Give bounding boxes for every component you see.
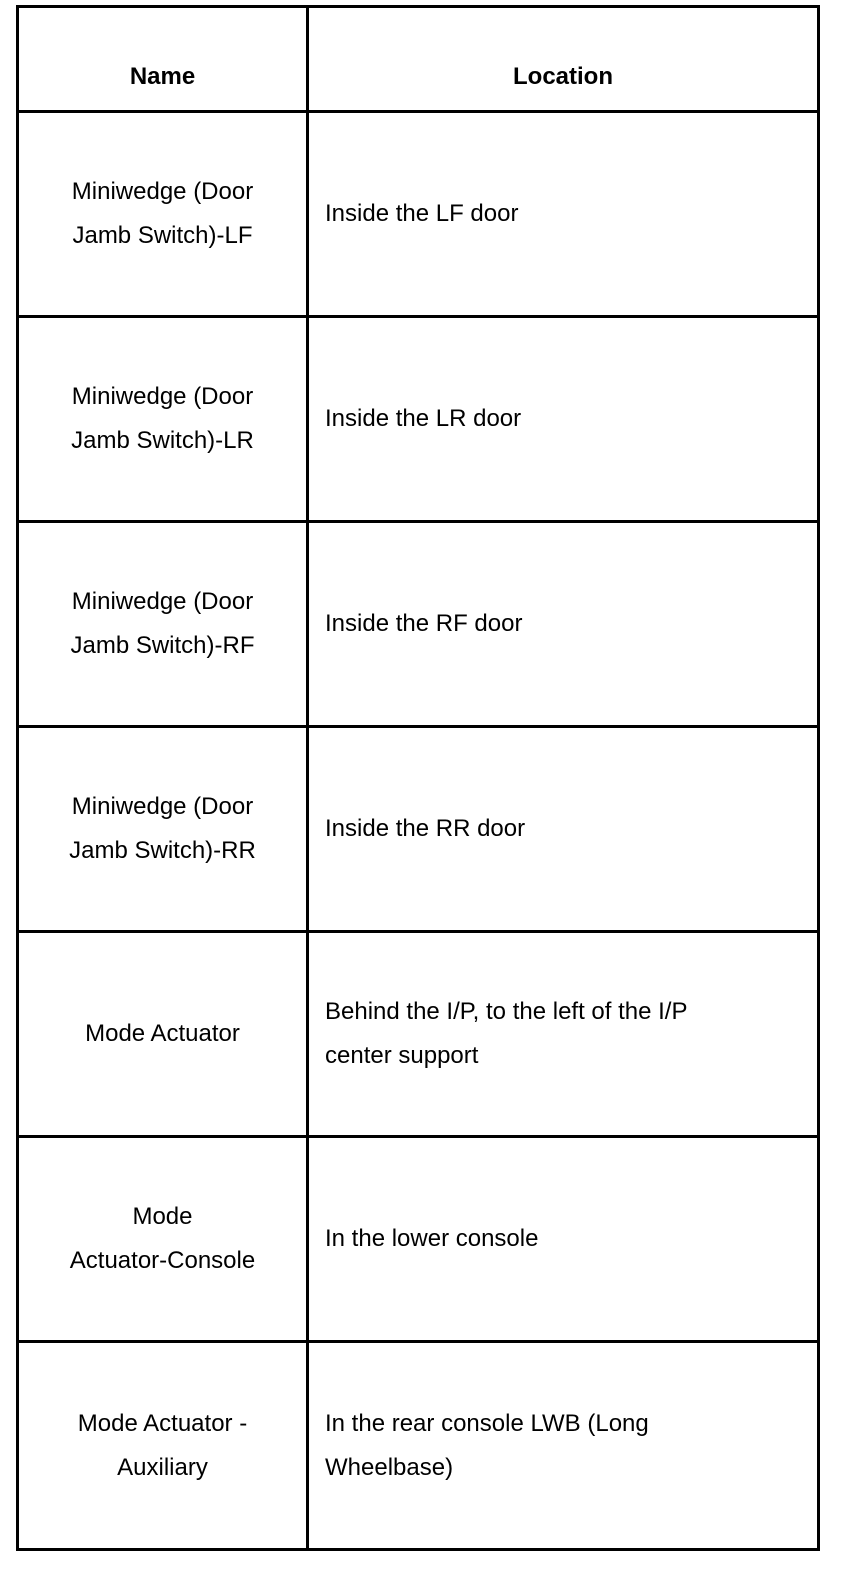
row-6-location-line-1: In the lower console	[325, 1225, 539, 1252]
row-5-location-cell	[309, 933, 817, 1138]
row-7-name-line-2: Auxiliary	[117, 1453, 208, 1481]
row-3-location-cell	[309, 523, 817, 728]
header-name-label: Name	[129, 63, 196, 90]
row-5-location-line-2: center support	[325, 1042, 479, 1069]
row-5-location-line-1: Behind the I/P, to the left of the I/P	[325, 998, 688, 1025]
row-2-location-line-1: Inside the LR door	[325, 405, 522, 432]
row-6-name-cell	[19, 1138, 309, 1343]
row-3-name-line-2: Jamb Switch)-RF	[70, 632, 255, 659]
header-location-label: Location	[513, 63, 613, 90]
row-7-name-line-1: Mode Actuator -	[77, 1409, 248, 1437]
row-6-name-line-2: Actuator-Console	[69, 1247, 256, 1274]
row-1-location-cell	[309, 113, 817, 318]
row-5-name-line-1: Mode Actuator	[85, 1020, 240, 1047]
header-name	[19, 8, 309, 113]
row-4-location-line-1: Inside the RR door	[325, 815, 526, 842]
row-1-location-line-1: Inside the LF door	[325, 200, 519, 227]
row-2-name-cell	[19, 318, 309, 523]
row-4-location-cell	[309, 728, 817, 933]
row-2-name-line-2: Jamb Switch)-LR	[71, 427, 254, 454]
header-location	[309, 8, 817, 113]
row-3-name-line-1: Miniwedge (Door	[71, 588, 254, 615]
row-4-name-line-2: Jamb Switch)-RR	[69, 837, 256, 864]
row-5-name-cell	[19, 933, 309, 1138]
row-3-name-cell	[19, 523, 309, 728]
row-7-name-cell	[19, 1343, 309, 1548]
row-7-location-cell	[309, 1343, 817, 1548]
row-7-location-line-2: Wheelbase)	[325, 1453, 454, 1481]
row-1-name-line-1: Miniwedge (Door	[71, 178, 254, 205]
row-3-location-line-1: Inside the RF door	[325, 610, 523, 637]
parts-location-table	[16, 5, 820, 1551]
row-6-location-cell	[309, 1138, 817, 1343]
row-2-location-cell	[309, 318, 817, 523]
row-1-name-line-2: Jamb Switch)-LF	[72, 222, 253, 249]
row-4-name-line-1: Miniwedge (Door	[71, 793, 254, 820]
row-6-name-line-1: Mode	[132, 1203, 193, 1230]
row-2-name-line-1: Miniwedge (Door	[71, 383, 254, 410]
row-1-name-cell	[19, 113, 309, 318]
row-4-name-cell	[19, 728, 309, 933]
row-7-location-line-1: In the rear console LWB (Long	[325, 1409, 649, 1437]
